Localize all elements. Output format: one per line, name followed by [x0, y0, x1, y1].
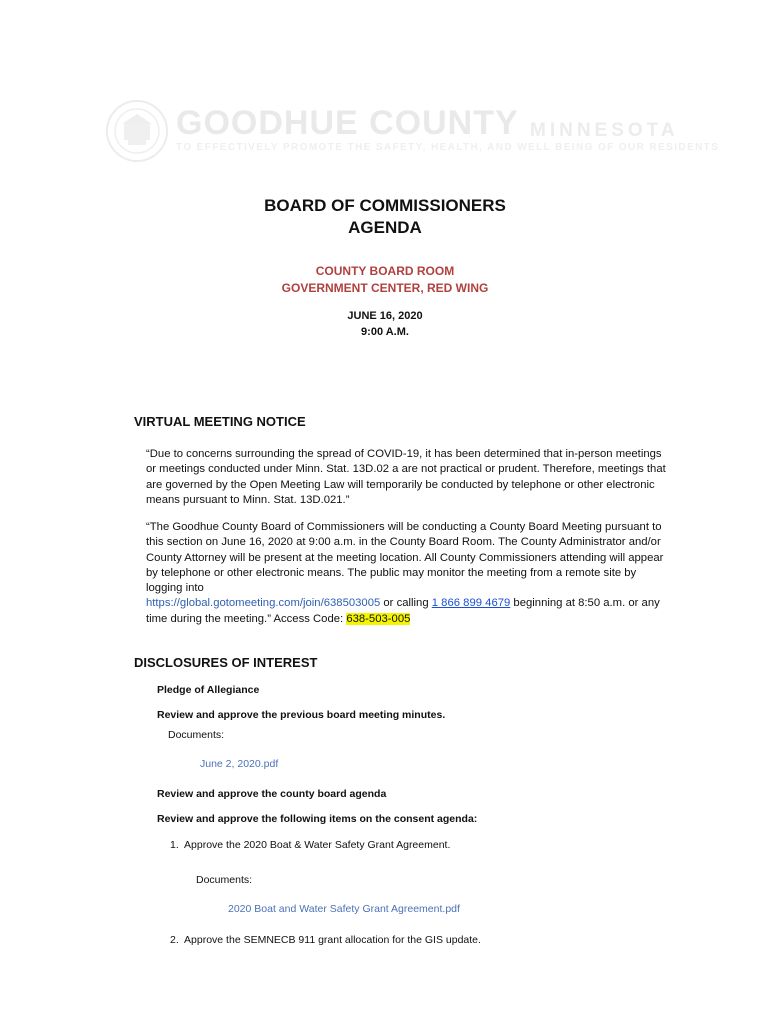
consent-item-1 [170, 839, 450, 851]
access-code: 638-503-005 [346, 612, 411, 625]
county-seal-logo [106, 100, 168, 162]
county-tagline-watermark: TO EFFECTIVELY PROMOTE THE SAFETY, HEALTH, AND WELL BEING OF OUR RESIDENTS [176, 142, 720, 153]
title-line-2: AGENDA [348, 218, 422, 237]
disclosures-heading: DISCLOSURES OF INTEREST [134, 655, 318, 670]
pledge-item: Pledge of Allegiance [157, 684, 260, 696]
minutes-documents-label: Documents: [168, 729, 225, 741]
notice-body: “The Goodhue County Board of Commissioners will be conducting a County Board Meeting pursuant to this section on June 16, 2020 at 9:00 a.m. in the County Board Room. The County Administrator and/or County Attorney will be present at the meeting location. All County Commissioners attending will appear by telephone or other electronic means. The public may monitor the meeting from a remote site by logging into [146, 521, 664, 595]
or-calling-text: or calling [380, 597, 432, 610]
meeting-date: JUNE 16, 2020 [347, 310, 423, 322]
agenda-title [0, 195, 770, 239]
gotomeeting-link[interactable]: https://global.gotomeeting.com/join/638503005 [146, 597, 381, 610]
consent-item-1-documents-label: Documents: [196, 874, 253, 886]
location-line-2: GOVERNMENT CENTER, RED WING [281, 281, 489, 295]
after-phone-text: beginning at 8:50 a.m. or any time during the meeting.” Access Code: [146, 597, 660, 625]
consent-agenda-item: Review and approve the following items on the consent agenda: [157, 813, 478, 825]
virtual-notice-paragraph-1 [146, 447, 666, 508]
notice-text-1: “Due to concerns surrounding the spread of COVID-19, it has been determined that in-person meetings or meetings conducted under Minn. Stat. 13D.02 a are not practical or prudent. Therefore, meetings that are governed by the Open Meeting Law will temporarily be conducted by telephone or other electronic means pursuant to Minn. Stat. 13D.021.” [146, 448, 666, 506]
boat-water-safety-pdf-link[interactable]: 2020 Boat and Water Safety Grant Agreement.pdf [228, 903, 460, 915]
consent-item-1-text: Approve the 2020 Boat & Water Safety Grant Agreement. [184, 839, 451, 851]
state-name-watermark: MINNESOTA [530, 120, 679, 141]
virtual-notice-heading: VIRTUAL MEETING NOTICE [134, 414, 306, 429]
meeting-location [0, 263, 770, 297]
consent-item-2 [170, 934, 481, 946]
consent-item-2-text: Approve the SEMNECB 911 grant allocation for the GIS update. [184, 934, 481, 946]
title-line-1: BOARD OF COMMISSIONERS [264, 196, 506, 215]
county-name-watermark: GOODHUE COUNTY [176, 104, 519, 142]
virtual-notice-paragraph-2 [146, 520, 666, 627]
phone-number-link[interactable]: 1 866 899 4679 [431, 597, 511, 610]
agenda-approval-item: Review and approve the county board agenda [157, 788, 387, 800]
consent-item-2-number: 2. [170, 934, 179, 946]
location-line-1: COUNTY BOARD ROOM [315, 264, 455, 278]
meeting-datetime [0, 308, 770, 340]
minutes-pdf-link[interactable]: June 2, 2020.pdf [200, 758, 279, 770]
notice-text-2 [146, 520, 666, 627]
consent-item-1-number: 1. [170, 839, 179, 851]
meeting-time: 9:00 A.M. [361, 326, 409, 338]
minutes-item: Review and approve the previous board meeting minutes. [157, 709, 446, 721]
